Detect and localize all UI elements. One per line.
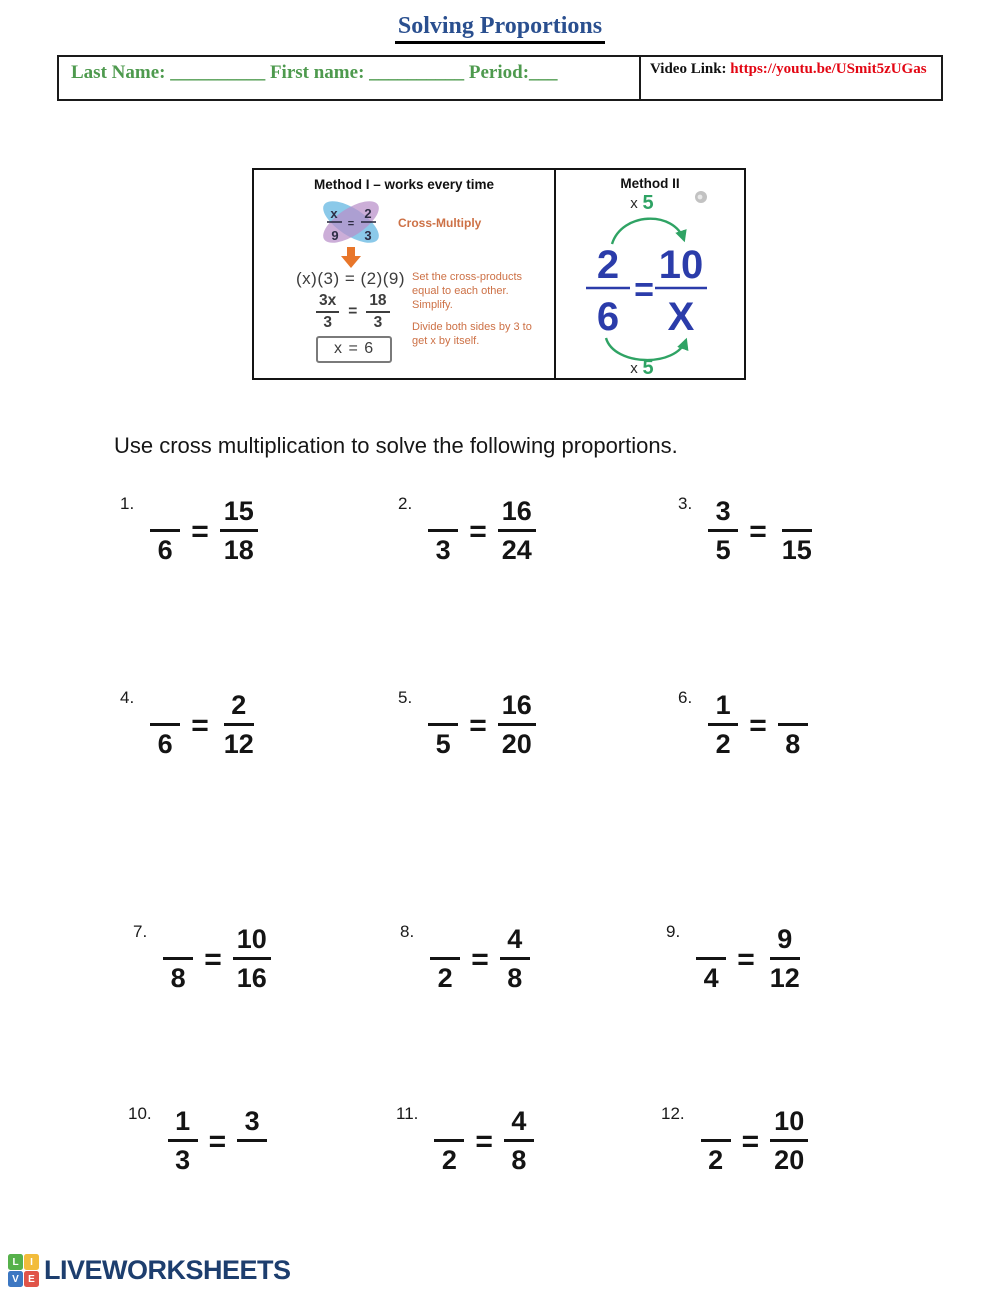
- right-denominator: 12: [223, 729, 254, 759]
- right-denominator: 8: [511, 1145, 527, 1175]
- top-multiplier-value: 5: [642, 192, 654, 214]
- equals-sign: =: [469, 515, 487, 548]
- right-denominator: 8: [507, 963, 523, 993]
- left-denominator: 5: [715, 535, 731, 565]
- logo-tile-e: E: [24, 1271, 39, 1287]
- header-box: [57, 55, 943, 101]
- right-denominator: 16: [236, 963, 267, 993]
- diagram-x: x: [330, 206, 338, 221]
- diagram-9: 9: [331, 228, 339, 243]
- right-denominator: 18: [223, 535, 254, 565]
- right-denominator: 15: [781, 535, 812, 565]
- left-numerator: 3: [708, 496, 738, 532]
- page-title: Solving Proportions: [395, 13, 605, 44]
- method-1-panel: [254, 170, 556, 378]
- answer-blank[interactable]: [696, 924, 726, 960]
- problem-number: 6.: [678, 688, 693, 707]
- proportion-problem: [400, 924, 530, 996]
- left-fraction: [428, 496, 458, 568]
- right-numerator: 10: [658, 243, 704, 287]
- equals-sign: =: [469, 709, 487, 742]
- answer-blank[interactable]: [782, 496, 812, 532]
- answer-blank[interactable]: [150, 690, 180, 726]
- left-denominator: 8: [170, 963, 186, 993]
- proportion-problem: [678, 496, 816, 568]
- simplify-left-fraction: [316, 292, 339, 332]
- method-2-panel: [556, 170, 744, 378]
- proportion-problem: [396, 1106, 534, 1178]
- equals-sign: =: [749, 709, 767, 742]
- right-fraction: [498, 690, 536, 762]
- multiply-arc-top: [612, 219, 684, 244]
- video-link-cell: [639, 57, 941, 99]
- diagram-2: 2: [364, 206, 372, 221]
- problem-number: 3.: [678, 494, 693, 513]
- right-numerator: 16: [498, 690, 536, 726]
- right-denominator: 24: [501, 535, 532, 565]
- title-wrap: [0, 13, 1000, 44]
- answer-box: x = 6: [316, 336, 392, 363]
- liveworksheets-logo: [8, 1254, 291, 1287]
- right-denominator: X: [667, 295, 695, 339]
- left-fraction: [150, 496, 180, 568]
- answer-blank[interactable]: [778, 690, 808, 726]
- left-fraction: [701, 1106, 731, 1178]
- cross-multiply-label: Cross-Multiply: [398, 216, 482, 230]
- right-fraction: [220, 496, 258, 568]
- right-denominator: 20: [774, 1145, 805, 1175]
- left-denominator: 6: [157, 729, 173, 759]
- proportion-problem: [120, 690, 258, 762]
- diagram-equals: =: [347, 218, 355, 230]
- bottom-multiplier-x: x: [630, 360, 638, 377]
- answer-blank[interactable]: [237, 1142, 267, 1178]
- proportion-problem: [133, 924, 271, 996]
- proportion-problem: [661, 1106, 808, 1178]
- logo-text: LIVEWORKSHEETS: [44, 1255, 291, 1285]
- equals-sign: =: [471, 943, 489, 976]
- problem-number: 8.: [400, 922, 415, 941]
- right-numerator: 2: [224, 690, 254, 726]
- simplify-right-denominator: 3: [373, 314, 383, 331]
- right-numerator: 15: [220, 496, 258, 532]
- left-fraction: [708, 690, 738, 762]
- audio-icon-center: [698, 195, 703, 200]
- right-fraction: [498, 496, 536, 568]
- top-multiplier-x: x: [630, 195, 638, 212]
- left-numerator: 2: [596, 243, 620, 287]
- answer-blank[interactable]: [150, 496, 180, 532]
- left-numerator: 1: [708, 690, 738, 726]
- left-denominator: 2: [715, 729, 731, 759]
- left-denominator: 2: [437, 963, 453, 993]
- right-fraction: [220, 690, 258, 762]
- left-denominator: 5: [435, 729, 451, 759]
- logo-icon: [8, 1254, 39, 1287]
- name-line: Last Name: __________ First name: __________ Period:___: [71, 62, 558, 83]
- right-numerator: 10: [233, 924, 271, 960]
- note-simplify: Simplify.: [412, 299, 453, 311]
- equals-sign: =: [737, 943, 755, 976]
- answer-blank[interactable]: [163, 924, 193, 960]
- right-fraction: [770, 1106, 808, 1178]
- left-denominator: 2: [708, 1145, 724, 1175]
- right-fraction: [778, 496, 816, 568]
- right-fraction: [500, 924, 530, 996]
- right-numerator: 9: [770, 924, 800, 960]
- note-cross-products: Set the cross-products equal to each other.: [412, 271, 523, 298]
- left-denominator: 6: [157, 535, 173, 565]
- answer-blank[interactable]: [428, 690, 458, 726]
- equals-sign: =: [741, 1125, 760, 1158]
- simplify-right-numerator: 18: [366, 292, 389, 313]
- right-numerator: 16: [498, 496, 536, 532]
- note-divide: Divide both sides by 3 to get x by itself.: [412, 321, 532, 348]
- bottom-multiplier-value: 5: [642, 357, 654, 378]
- method-2-figure: [556, 170, 744, 378]
- right-fraction: [504, 1106, 534, 1178]
- video-link-url[interactable]: https://youtu.be/USmit5zUGas: [730, 61, 927, 77]
- equals-sign: =: [749, 515, 767, 548]
- cross-multiply-diagram: [314, 192, 388, 252]
- logo-tile-v: V: [8, 1271, 23, 1287]
- problem-number: 9.: [666, 922, 681, 941]
- problem-number: 12.: [661, 1104, 685, 1123]
- equals-sign: =: [634, 271, 654, 309]
- right-denominator: 12: [769, 963, 800, 993]
- left-denominator: 6: [596, 295, 620, 339]
- proportion-problem: [128, 1106, 267, 1178]
- problem-number: 4.: [120, 688, 135, 707]
- instruction-text: Use cross multiplication to solve the following proportions.: [114, 433, 678, 458]
- problem-number: 10.: [128, 1104, 152, 1123]
- problem-number: 5.: [398, 688, 413, 707]
- left-denominator: 3: [175, 1145, 191, 1175]
- video-link-label: Video Link:: [650, 61, 727, 77]
- method-1-title: Method I – works every time: [313, 177, 495, 192]
- simplify-right-fraction: [366, 292, 389, 332]
- logo-tile-l: L: [8, 1254, 23, 1270]
- simplify-left-numerator: 3x: [316, 292, 339, 313]
- right-fraction: [233, 924, 271, 996]
- right-numerator: 10: [770, 1106, 808, 1142]
- left-fraction: [434, 1106, 464, 1178]
- left-fraction: [150, 690, 180, 762]
- right-numerator: 3: [237, 1106, 267, 1142]
- diagram-3: 3: [364, 228, 372, 243]
- left-fraction: [163, 924, 193, 996]
- cross-product-equation: (x)(3) = (2)(9): [296, 269, 406, 288]
- proportion-problem: [666, 924, 804, 996]
- problem-number: 1.: [120, 494, 135, 513]
- logo-tile-i: I: [24, 1254, 39, 1270]
- right-denominator: 8: [785, 729, 801, 759]
- left-fraction: [168, 1106, 198, 1178]
- proportion-problem: [678, 690, 808, 762]
- left-denominator: 4: [703, 963, 719, 993]
- left-fraction: [428, 690, 458, 762]
- proportion-problem: [398, 690, 536, 762]
- problem-number: 7.: [133, 922, 148, 941]
- left-fraction: [696, 924, 726, 996]
- left-numerator: 1: [168, 1106, 198, 1142]
- equals-sign: =: [475, 1125, 493, 1158]
- answer-blank[interactable]: [434, 1106, 464, 1142]
- right-fraction: [766, 924, 804, 996]
- proportion-problem: [398, 496, 536, 568]
- answer-blank[interactable]: [701, 1106, 731, 1142]
- left-fraction: [430, 924, 460, 996]
- right-fraction: [778, 690, 808, 762]
- right-denominator: 20: [501, 729, 532, 759]
- equals-sign: =: [204, 943, 222, 976]
- method-2-title: Method II: [620, 176, 680, 191]
- answer-blank[interactable]: [430, 924, 460, 960]
- right-numerator: 4: [500, 924, 530, 960]
- simplify-left-denominator: 3: [323, 314, 332, 331]
- left-denominator: 3: [435, 535, 451, 565]
- down-arrow-icon: [340, 247, 362, 268]
- equals-sign: =: [191, 515, 209, 548]
- answer-blank[interactable]: [428, 496, 458, 532]
- problem-number: 2.: [398, 494, 413, 513]
- left-fraction: [708, 496, 738, 568]
- right-fraction: [237, 1106, 267, 1178]
- problem-number: 11.: [396, 1104, 419, 1123]
- right-numerator: 4: [504, 1106, 534, 1142]
- equals-sign: =: [191, 709, 209, 742]
- proportion-problem: [120, 496, 258, 568]
- simplify-equals: =: [348, 303, 358, 320]
- simplify-equation: [316, 292, 390, 332]
- left-denominator: 2: [441, 1145, 457, 1175]
- methods-figure: [252, 168, 746, 380]
- equals-sign: =: [208, 1125, 227, 1158]
